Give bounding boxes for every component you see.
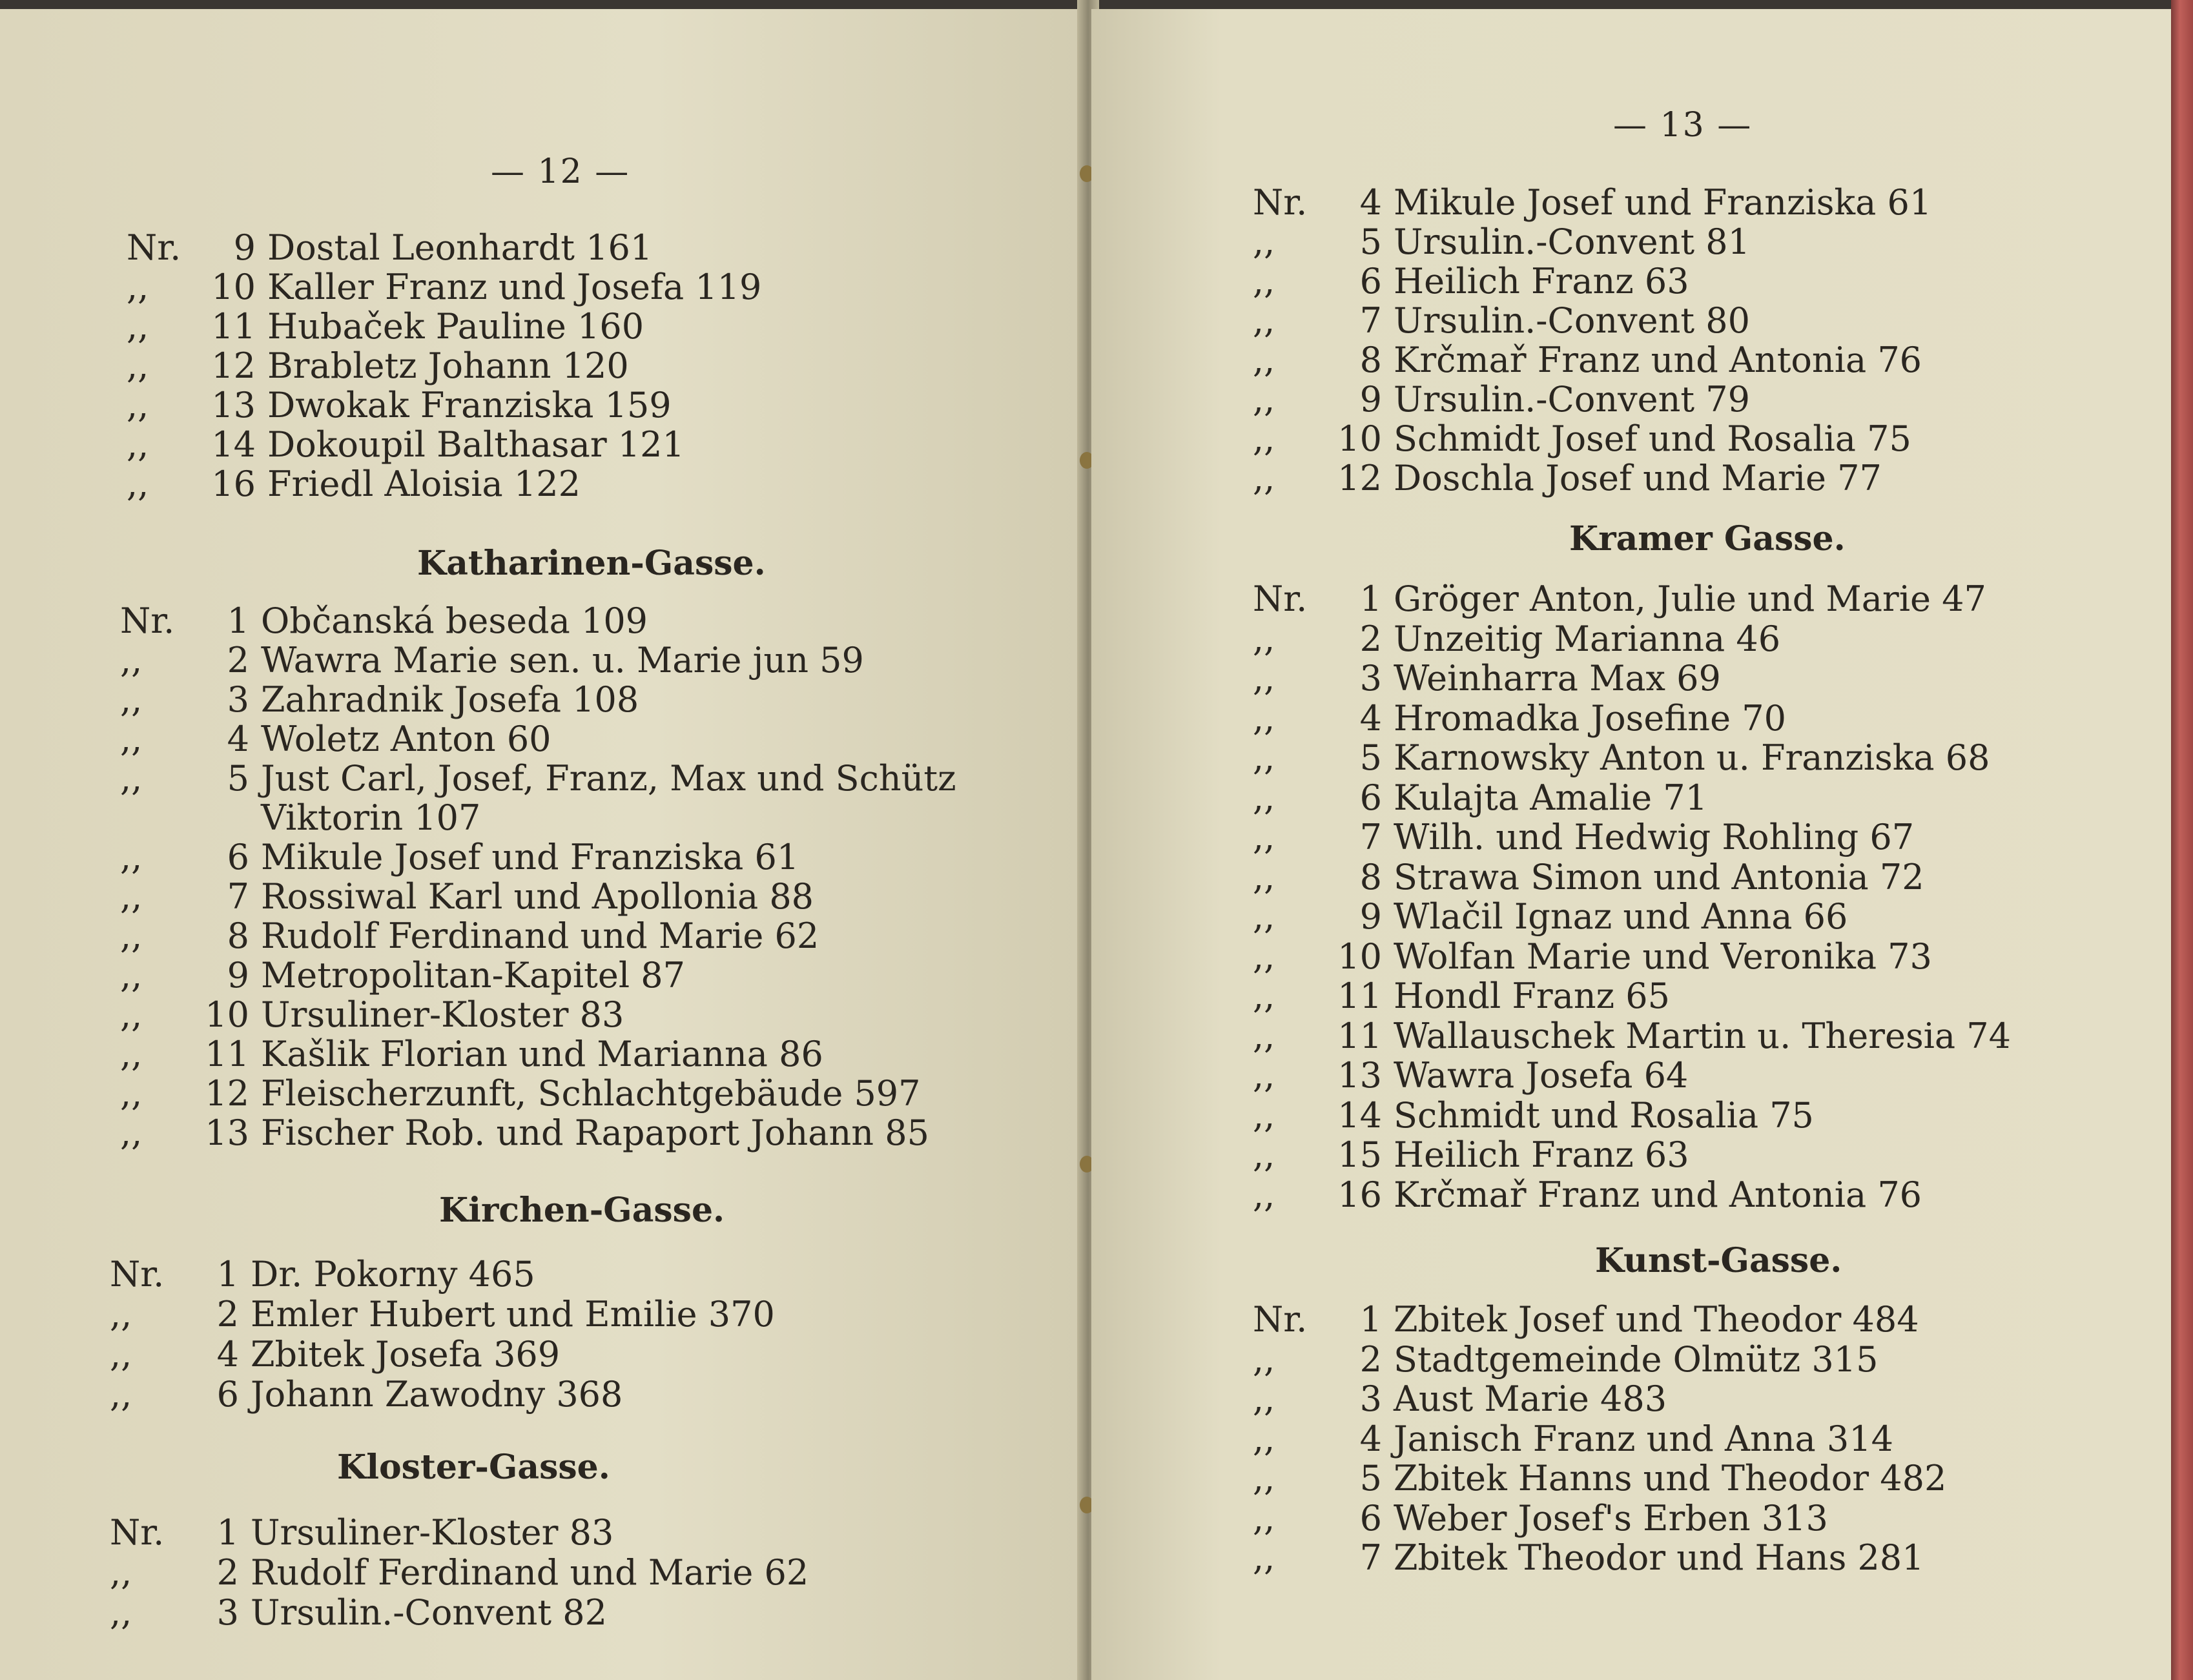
entry-number: 16 (211, 464, 256, 504)
entry-row (120, 759, 956, 798)
entry-prefix: ,, (1253, 777, 1275, 818)
entry-number: 6 (216, 1374, 239, 1415)
entry-prefix: ,, (1253, 936, 1275, 977)
entry-text: Občanská beseda 109 (261, 600, 648, 641)
entry-prefix: ,, (120, 1073, 143, 1114)
entry-number: 9 (233, 227, 256, 268)
entry-prefix: ,, (1253, 1418, 1275, 1459)
entry-prefix: ,, (120, 640, 143, 681)
entry-text: Dr. Pokorny 465 (251, 1254, 535, 1295)
entry-prefix: ,, (1253, 697, 1275, 739)
entry-prefix: ,, (120, 876, 143, 917)
entry-prefix: ,, (127, 464, 149, 504)
entry-prefix: ,, (1253, 1015, 1275, 1056)
entry-prefix: Nr. (110, 1512, 165, 1553)
entry-prefix: ,, (127, 306, 149, 347)
entry-row (1253, 739, 1990, 777)
entry-row (1253, 459, 1882, 498)
entry-row (1253, 977, 1670, 1016)
entry-row (120, 917, 819, 956)
entry-text: Rudolf Ferdinand und Marie 62 (251, 1552, 809, 1593)
entry-row (1253, 580, 1986, 619)
entry-text: Ursulin.-Convent 81 (1394, 221, 1750, 262)
entry-prefix: ,, (1253, 1497, 1275, 1539)
entry-text: Karnowsky Anton u. Franziska 68 (1394, 737, 1990, 778)
entry-text: Metropolitan-Kapitel 87 (261, 955, 685, 996)
entry-prefix: ,, (110, 1592, 132, 1633)
entry-prefix: ,, (1253, 1338, 1275, 1380)
entry-prefix: ,, (1253, 379, 1275, 420)
entry-number: 1 (227, 600, 249, 641)
entry-row (1253, 1459, 1946, 1498)
entry-row (110, 1513, 613, 1552)
entry-prefix: ,, (1253, 1458, 1275, 1499)
entry-number: 11 (1337, 976, 1382, 1016)
entry-row (120, 1114, 929, 1152)
entry-prefix: ,, (1253, 658, 1275, 699)
entry-text: Ursuliner-Kloster 83 (261, 994, 624, 1035)
entry-text: Ursulin.-Convent 82 (251, 1592, 607, 1633)
section-heading: Kloster-Gasse. (337, 1448, 610, 1487)
entry-number: 13 (205, 1112, 249, 1153)
entry-prefix: ,, (1253, 221, 1275, 262)
entry-text: Ursuliner-Kloster 83 (251, 1512, 614, 1553)
entry-prefix: ,, (127, 385, 149, 425)
entry-text: Brabletz Johann 120 (267, 345, 629, 386)
entry-prefix: ,, (120, 679, 143, 720)
entry-row (1253, 1176, 1922, 1214)
entry-number: 13 (1337, 1055, 1382, 1096)
entry-number: 11 (211, 306, 256, 347)
entry-row (127, 347, 629, 385)
entry-row (1253, 1096, 1814, 1135)
entry-text: Emler Hubert und Emilie 370 (251, 1294, 775, 1335)
entry-prefix: ,, (1253, 817, 1275, 857)
entry-row (120, 681, 639, 719)
entry-text: Zahradnik Josefa 108 (261, 679, 639, 720)
entry-row (1253, 897, 1848, 936)
entry-number: 6 (227, 837, 249, 877)
entry-prefix: ,, (1253, 1055, 1275, 1096)
entry-prefix: ,, (120, 916, 143, 956)
entry-row (127, 229, 652, 267)
entry-text: Rossiwal Karl und Apollonia 88 (261, 876, 814, 917)
entry-text: Dwokak Franziska 159 (267, 385, 672, 425)
entry-number: 4 (227, 719, 249, 759)
entry-number: 7 (1359, 300, 1382, 341)
entry-row (1253, 302, 1750, 340)
entry-text: Wlačil Ignaz und Anna 66 (1394, 896, 1848, 937)
entry-number: 11 (1337, 1015, 1382, 1056)
entry-row (1253, 1136, 1689, 1174)
entry-text: Dokoupil Balthasar 121 (267, 424, 685, 465)
entry-text: Johann Zawodny 368 (251, 1374, 623, 1415)
entry-text: Fischer Rob. und Rapaport Johann 85 (261, 1112, 929, 1153)
entry-prefix: Nr. (127, 227, 181, 268)
entry-number: 2 (1359, 1338, 1382, 1380)
entry-text: Strawa Simon und Antonia 72 (1394, 856, 1924, 897)
entry-prefix: ,, (1253, 458, 1275, 498)
entry-row (1253, 937, 1932, 976)
entry-row (1253, 1300, 1919, 1339)
entry-text: Viktorin 107 (261, 797, 481, 838)
entry-text: Zbitek Josefa 369 (251, 1334, 561, 1375)
entry-prefix: ,, (1253, 618, 1275, 659)
entry-row (1253, 659, 1721, 698)
section-heading: Kunst-Gasse. (1595, 1241, 1842, 1280)
entry-row (1253, 620, 1780, 659)
entry-row (110, 1295, 775, 1334)
entry-text: Heilich Franz 63 (1394, 1134, 1689, 1175)
entry-prefix: ,, (1253, 1537, 1275, 1578)
entry-text: Zbitek Hanns und Theodor 482 (1394, 1458, 1947, 1499)
entry-text: Heilich Franz 63 (1394, 261, 1689, 302)
entry-number: 2 (216, 1552, 239, 1593)
entry-number: 5 (1359, 1458, 1382, 1499)
entry-prefix: Nr. (110, 1254, 165, 1295)
entry-number: 12 (211, 345, 256, 386)
entry-prefix: ,, (110, 1294, 132, 1335)
entry-number: 10 (1337, 936, 1382, 977)
entry-row (1253, 1539, 1924, 1577)
entry-prefix: ,, (127, 424, 149, 465)
entry-row (110, 1255, 535, 1294)
entry-text: Fleischerzunft, Schlachtgebäude 597 (261, 1073, 921, 1114)
entry-row (1253, 699, 1786, 738)
entry-text: Kašlik Florian und Marianna 86 (261, 1034, 823, 1074)
entry-text: Kaller Franz und Josefa 119 (267, 267, 762, 307)
right-page (1091, 9, 2171, 1680)
entry-row (1253, 818, 1914, 857)
entry-prefix: ,, (120, 837, 143, 877)
entry-text: Hondl Franz 65 (1394, 976, 1670, 1016)
entry-prefix: ,, (120, 1034, 143, 1074)
entry-prefix: Nr. (1253, 182, 1308, 223)
entry-prefix: Nr. (120, 600, 175, 641)
entry-text: Weber Josef's Erben 313 (1394, 1497, 1828, 1539)
entry-text: Wawra Marie sen. u. Marie jun 59 (261, 640, 864, 681)
entry-number: 1 (216, 1512, 239, 1553)
entry-number: 3 (1359, 1378, 1382, 1419)
entry-row (110, 1375, 623, 1414)
entry-row (1253, 223, 1750, 261)
entry-row (1253, 420, 1911, 458)
entry-prefix: Nr. (1253, 579, 1308, 619)
entry-number: 16 (1337, 1174, 1382, 1215)
section-heading: Kramer Gasse. (1569, 519, 1846, 558)
entry-prefix: ,, (1253, 976, 1275, 1016)
entry-row (1253, 779, 1707, 817)
entry-number: 9 (1359, 379, 1382, 420)
entry-number: 8 (227, 916, 249, 956)
entry-number: 9 (227, 955, 249, 996)
entry-row (127, 268, 761, 307)
entry-prefix: ,, (1253, 1174, 1275, 1215)
entry-number: 6 (1359, 777, 1382, 818)
entry-text: Unzeitig Marianna 46 (1394, 618, 1781, 659)
entry-prefix: ,, (1253, 896, 1275, 937)
entry-number: 10 (211, 267, 256, 307)
entry-number: 15 (1337, 1134, 1382, 1175)
red-cover-edge (2171, 0, 2193, 1680)
entry-row (1253, 1499, 1828, 1538)
entry-prefix: ,, (1253, 1378, 1275, 1419)
entry-number: 3 (227, 679, 249, 720)
entry-number: 3 (1359, 658, 1382, 699)
entry-text: Zbitek Josef und Theodor 484 (1394, 1299, 1919, 1340)
entry-prefix: ,, (120, 955, 143, 996)
entry-row (120, 1035, 823, 1074)
entry-number: 5 (1359, 221, 1382, 262)
entry-text: Just Carl, Josef, Franz, Max und Schütz (261, 758, 956, 799)
entry-row (1253, 262, 1689, 301)
section-heading: Kirchen-Gasse. (439, 1191, 725, 1230)
entry-text: Schmidt und Rosalia 75 (1394, 1094, 1814, 1136)
entry-number: 1 (1359, 1299, 1382, 1340)
entry-text: Krčmař Franz und Antonia 76 (1394, 340, 1922, 380)
entry-row (1253, 380, 1750, 419)
entry-prefix: ,, (1253, 300, 1275, 341)
entry-prefix: ,, (120, 994, 143, 1035)
entry-row (110, 1553, 808, 1592)
entry-row (120, 877, 814, 916)
entry-prefix: Nr. (1253, 1299, 1308, 1340)
entry-row (127, 465, 581, 504)
entry-row (120, 996, 624, 1034)
entry-number: 5 (227, 758, 249, 799)
entry-text: Stadtgemeinde Olmütz 315 (1394, 1338, 1879, 1380)
section-heading: Katharinen-Gasse. (417, 544, 766, 583)
entry-text: Dostal Leonhardt 161 (267, 227, 653, 268)
entry-number: 5 (1359, 737, 1382, 778)
entry-text: Rudolf Ferdinand und Marie 62 (261, 916, 819, 956)
entry-number: 1 (1359, 579, 1382, 619)
entry-row (127, 386, 672, 425)
right-page-number: — 13 — (1613, 106, 1753, 145)
entry-text: Doschla Josef und Marie 77 (1394, 458, 1882, 498)
entry-number: 7 (1359, 1537, 1382, 1578)
entry-row (1253, 858, 1924, 897)
entry-text: Mikule Josef und Franziska 61 (261, 837, 799, 877)
entry-text: Krčmař Franz und Antonia 76 (1394, 1174, 1922, 1215)
entry-row (127, 425, 685, 464)
entry-text: Aust Marie 483 (1394, 1378, 1667, 1419)
entry-number: 11 (205, 1034, 249, 1074)
entry-text: Zbitek Theodor und Hans 281 (1394, 1537, 1924, 1578)
entry-number: 6 (1359, 1497, 1382, 1539)
entry-row (120, 641, 864, 680)
entry-prefix: ,, (110, 1552, 132, 1593)
entry-row (120, 799, 480, 837)
entry-row (127, 307, 644, 346)
entry-number: 6 (1359, 261, 1382, 302)
entry-text: Schmidt Josef und Rosalia 75 (1394, 418, 1911, 459)
entry-number: 3 (216, 1592, 239, 1633)
entry-prefix: ,, (127, 267, 149, 307)
left-page-number: — 12 — (491, 152, 630, 191)
entry-number: 12 (1337, 458, 1382, 498)
entry-text: Mikule Josef und Franziska 61 (1394, 182, 1932, 223)
entry-prefix: ,, (120, 719, 143, 759)
entry-text: Wallauschek Martin u. Theresia 74 (1394, 1015, 2011, 1056)
entry-prefix: ,, (120, 1112, 143, 1153)
entry-number: 12 (205, 1073, 249, 1114)
entry-prefix: ,, (1253, 1094, 1275, 1136)
entry-row (1253, 1056, 1688, 1095)
entry-row (120, 1074, 921, 1113)
entry-text: Weinharra Max 69 (1394, 658, 1721, 699)
entry-text: Ursulin.-Convent 79 (1394, 379, 1750, 420)
entry-text: Wilh. und Hedwig Rohling 67 (1394, 817, 1915, 857)
entry-number: 4 (1359, 697, 1382, 739)
entry-prefix: ,, (1253, 418, 1275, 459)
entry-number: 9 (1359, 896, 1382, 937)
entry-prefix: ,, (110, 1374, 132, 1415)
entry-row (1253, 341, 1922, 380)
left-page (0, 9, 1085, 1680)
entry-number: 4 (1359, 1418, 1382, 1459)
entry-text: Hubaček Pauline 160 (267, 306, 644, 347)
entry-row (110, 1593, 607, 1632)
entry-number: 1 (216, 1254, 239, 1295)
entry-row (1253, 1340, 1879, 1379)
entry-number: 8 (1359, 340, 1382, 380)
entry-prefix: ,, (1253, 737, 1275, 778)
entry-number: 4 (216, 1334, 239, 1375)
entry-text: Gröger Anton, Julie und Marie 47 (1394, 579, 1986, 619)
entry-number: 14 (211, 424, 256, 465)
entry-prefix: ,, (110, 1334, 132, 1375)
entry-number: 10 (205, 994, 249, 1035)
entry-text: Kulajta Amalie 71 (1394, 777, 1707, 818)
entry-row (120, 838, 799, 877)
entry-prefix: ,, (1253, 856, 1275, 897)
entry-row (1253, 1420, 1893, 1459)
entry-prefix: ,, (120, 758, 143, 799)
entry-number: 7 (1359, 817, 1382, 857)
entry-row (110, 1335, 560, 1374)
entry-text: Wawra Josefa 64 (1394, 1055, 1689, 1096)
entry-number: 14 (1337, 1094, 1382, 1136)
entry-number: 10 (1337, 418, 1382, 459)
entry-row (1253, 183, 1931, 222)
entry-text: Ursulin.-Convent 80 (1394, 300, 1750, 341)
entry-number: 7 (227, 876, 249, 917)
entry-number: 2 (216, 1294, 239, 1335)
entry-number: 8 (1359, 856, 1382, 897)
entry-prefix: ,, (1253, 1134, 1275, 1175)
entry-row (1253, 1380, 1667, 1419)
entry-text: Woletz Anton 60 (261, 719, 551, 759)
entry-row (120, 956, 685, 995)
entry-row (120, 720, 551, 759)
entry-text: Hromadka Josefine 70 (1394, 697, 1786, 739)
entry-text: Wolfan Marie und Veronika 73 (1394, 936, 1932, 977)
entry-text: Friedl Aloisia 122 (267, 464, 581, 504)
entry-number: 4 (1359, 182, 1382, 223)
entry-number: 2 (1359, 618, 1382, 659)
entry-prefix: ,, (1253, 340, 1275, 380)
entry-number: 13 (211, 385, 256, 425)
entry-row (1253, 1017, 2011, 1056)
entry-prefix: ,, (1253, 261, 1275, 302)
entry-text: Janisch Franz und Anna 314 (1394, 1418, 1893, 1459)
entry-row (120, 602, 648, 640)
entry-number: 2 (227, 640, 249, 681)
entry-prefix: ,, (127, 345, 149, 386)
